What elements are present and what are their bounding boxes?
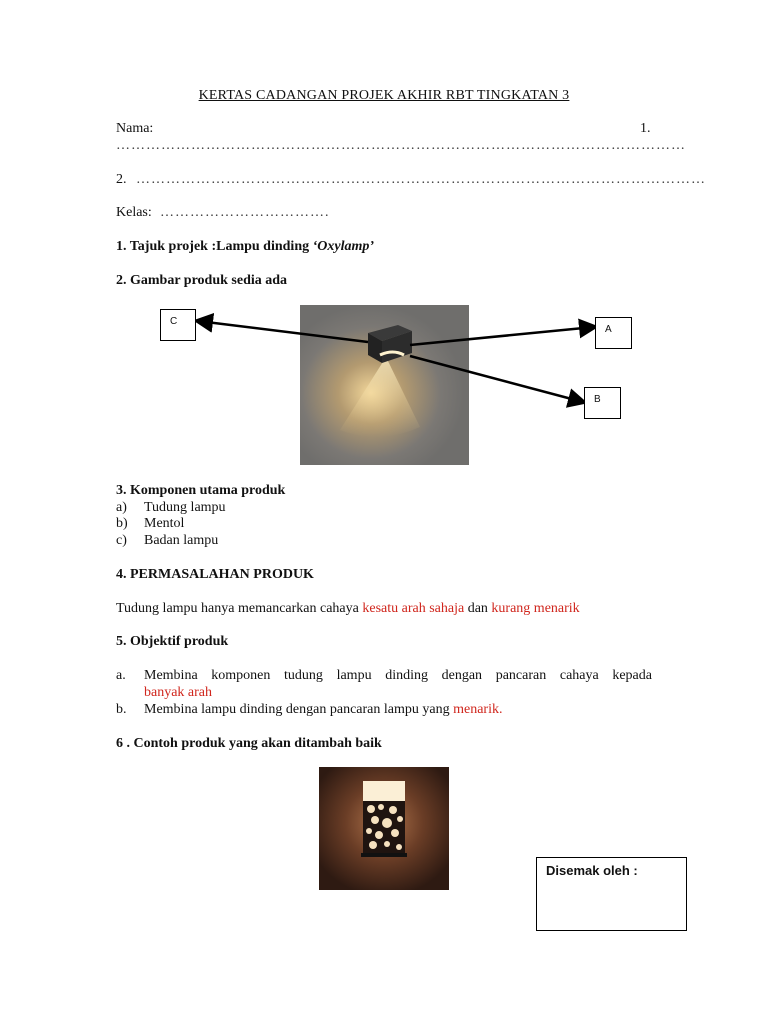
label-box-b [584,387,621,419]
section-1-text: 1. Tajuk projek :Lampu dinding [116,239,313,254]
section-3-heading: 3. Komponen utama produk [116,483,286,498]
problem-highlight-1: kesatu arah sahaja [362,601,465,616]
nama-label: Nama: [116,121,154,136]
improved-product-image [319,767,449,890]
section-5-heading: 5. Objektif produk [116,634,229,649]
section-2-heading: 2. Gambar produk sedia ada [116,273,288,288]
label-a: A [605,324,612,335]
section-6-heading: 6 . Contoh produk yang akan ditambah baik [116,736,382,751]
problem-text-1: Tudung lampu hanya memancarkan cahaya [116,601,363,616]
checked-by-label: Disemak oleh : [546,863,638,878]
existing-product-image [300,305,469,465]
section-4-heading: 4. PERMASALAHAN PRODUK [116,567,314,582]
list-item-text: Tudung lampu [144,500,226,515]
objective-b [144,702,502,718]
list-item-label: a) [116,500,127,515]
problem-text-2: dan [464,601,492,616]
list-item [116,533,218,549]
list-item-label: b) [116,516,128,531]
problem-statement [116,601,580,617]
list-item [116,516,184,532]
list-item [116,500,226,516]
list-item-text: Badan lampu [144,533,219,548]
objective-b-label: b. [116,702,127,717]
number-2: 2. [116,172,127,187]
list-item-text: Mentol [144,516,185,531]
objective-a-line1: Membina komponen tudung lampu dinding dengan pancaran cahaya kepada [144,668,652,683]
objective-a-label: a. [116,668,126,683]
dotted-line-1: …………………………………………………………………………………………………… [116,138,686,153]
checked-by-box [536,857,687,931]
label-box-c [160,309,196,341]
section-1-heading [116,239,374,255]
problem-highlight-2: kurang menarik [491,601,580,616]
number-1: 1. [640,121,651,136]
label-b: B [594,394,601,405]
dotted-line-2: …………………………………………………………………………………………………… [136,172,706,187]
label-box-a [595,317,632,349]
dotted-line-kelas: ……………………………. [160,205,330,220]
list-item-label: c) [116,533,127,548]
kelas-label: Kelas: [116,205,152,220]
objective-a-highlight: banyak arah [144,685,213,700]
product-name: ‘Oxylamp’ [312,239,375,254]
label-c: C [170,316,178,327]
objective-b-text: Membina lampu dinding dengan pancaran lampu yang [144,702,454,717]
page-title: KERTAS CADANGAN PROJEK AKHIR RBT TINGKATAN 3 [198,88,570,103]
objective-b-highlight: menarik. [453,702,503,717]
